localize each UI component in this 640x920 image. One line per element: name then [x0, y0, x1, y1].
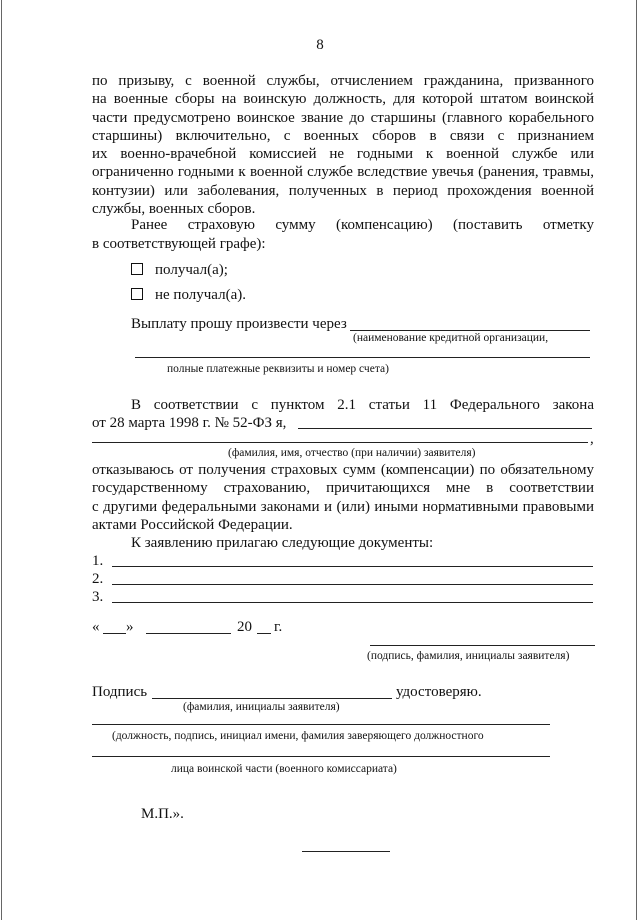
- attachment-line[interactable]: [112, 566, 593, 567]
- payment-label: Выплату прошу произвести через: [131, 316, 347, 332]
- checkbox-icon[interactable]: [131, 263, 143, 275]
- date-month-line[interactable]: [146, 633, 231, 634]
- attachment-number: 1.: [92, 553, 104, 569]
- applicant-name-line-1[interactable]: [298, 428, 592, 429]
- page-number: 8: [316, 37, 324, 53]
- applicant-name-caption: (фамилия, имя, отчество (при наличии) заявителя): [228, 447, 476, 459]
- refusal-line: с другими федеральными законами и (или) иными нормативными правовыми: [92, 498, 594, 515]
- applicant-name-line-2[interactable]: [92, 442, 588, 443]
- official-caption-2: лица воинской части (военного комиссариата): [171, 763, 397, 775]
- applicant-signature-line[interactable]: [370, 645, 595, 646]
- intro-line: части предусмотрено воинское звание до старшины (главного корабельного: [92, 109, 594, 126]
- law-paragraph-line-1: В соответствии с пунктом 2.1 статьи 11 Федерального закона: [131, 397, 594, 413]
- certification-label: Подпись: [92, 684, 148, 700]
- certification-verb: удостоверяю.: [396, 684, 482, 700]
- intro-line: ограниченно годными к военной службе вследствие увечья (ранения, травмы,: [92, 164, 594, 181]
- intro-line: контузии) или заболевания, полученных в период прохождения военной: [92, 182, 594, 199]
- date-close-quote: »: [126, 619, 134, 635]
- applicant-signature-caption: (подпись, фамилия, инициалы заявителя): [367, 650, 570, 662]
- scan-edge-left: [1, 0, 2, 920]
- earlier-paragraph-line-1: Ранее страховую сумму (компенсацию) (поставить отметку: [131, 217, 594, 233]
- earlier-paragraph-line-2: в соответствующей графе):: [92, 236, 266, 252]
- law-comma: ,: [590, 431, 594, 447]
- attachment-number: 2.: [92, 571, 104, 587]
- attachment-line[interactable]: [112, 602, 593, 603]
- payment-caption-2: полные платежные реквизиты и номер счета): [167, 363, 389, 375]
- intro-line: службы, военных сборов.: [92, 201, 256, 218]
- official-line-1[interactable]: [92, 724, 550, 725]
- date-day-line[interactable]: [103, 633, 126, 634]
- refusal-line: актами Российской Федерации.: [92, 516, 293, 533]
- checkbox-icon[interactable]: [131, 288, 143, 300]
- official-line-2[interactable]: [92, 756, 550, 757]
- intro-line: старшины) включительно, с военных сборов в связи с признанием: [92, 127, 594, 144]
- scan-edge-right: [636, 0, 637, 920]
- payment-caption-1: (наименование кредитной организации,: [353, 332, 549, 344]
- date-year-line[interactable]: [257, 633, 271, 634]
- option-received[interactable]: [131, 261, 228, 279]
- end-rule: [302, 851, 390, 852]
- payment-bank-line[interactable]: [350, 330, 590, 331]
- stamp-place: М.П.».: [141, 806, 184, 822]
- refusal-paragraph: [92, 461, 594, 534]
- intro-paragraph: [92, 72, 594, 218]
- attachment-number: 3.: [92, 589, 104, 605]
- attachments-heading: К заявлению прилагаю следующие документы:: [131, 535, 434, 551]
- option-label: не получал(а).: [155, 287, 246, 303]
- attachment-line[interactable]: [112, 584, 593, 585]
- date-century: 20: [237, 619, 252, 635]
- law-paragraph-line-2: от 28 марта 1998 г. № 52-ФЗ я,: [92, 415, 287, 431]
- option-label: получал(а);: [155, 262, 228, 278]
- official-caption-1: (должность, подпись, инициал имени, фамилия заверяющего должностного: [112, 730, 484, 742]
- date-year-suffix: г.: [274, 619, 283, 635]
- date-open-quote: «: [92, 619, 100, 635]
- intro-line: их военно-врачебной комиссией не годными к военной службе или: [92, 146, 594, 163]
- certification-name-caption: (фамилия, инициалы заявителя): [183, 701, 340, 713]
- refusal-line: отказываюсь от получения страховых сумм (компенсации) по обязательному: [92, 462, 594, 478]
- option-not-received[interactable]: [131, 286, 246, 304]
- payment-details-line[interactable]: [135, 357, 590, 358]
- intro-line: на военные сборы на воинскую должность, для которой штатом воинской: [92, 91, 594, 108]
- intro-line: по призыву, с военной службы, отчислением гражданина, призванного: [92, 73, 594, 89]
- refusal-line: государственному страхованию, причитающихся мне в соответствии: [92, 480, 594, 497]
- certification-name-line[interactable]: [152, 698, 392, 699]
